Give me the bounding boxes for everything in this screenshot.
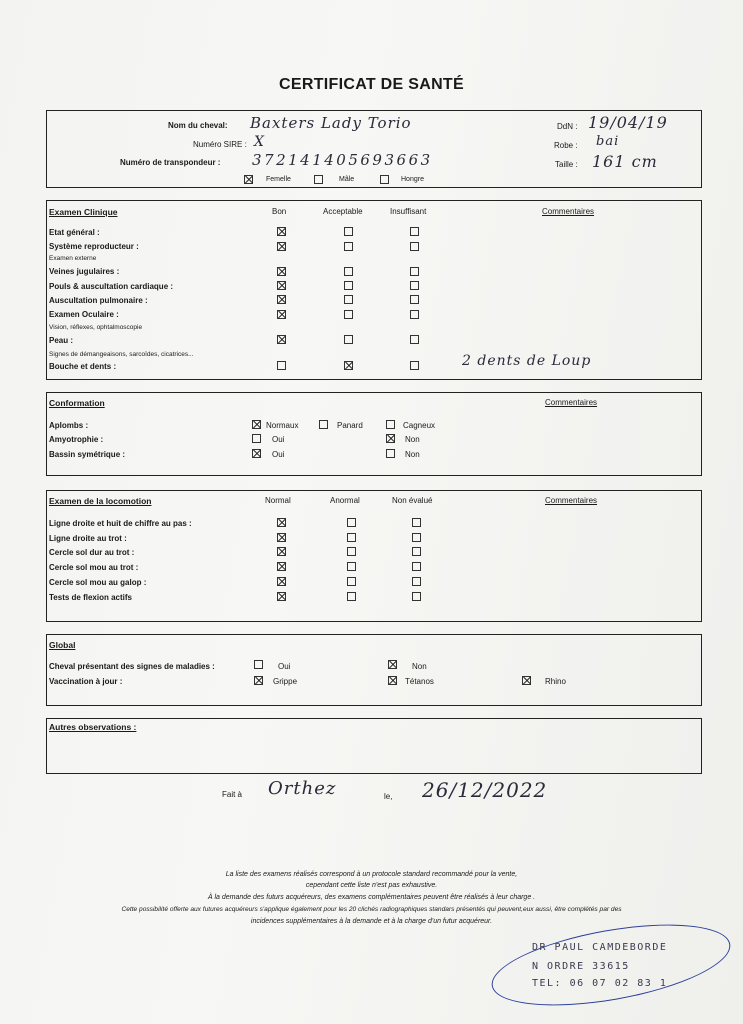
stamp-line: TEL: 06 07 02 83 1 [532,978,668,989]
aplombs-option-label: Panard [337,421,363,430]
conformation-title: Conformation [49,398,105,408]
amyotrophie-option-label: Oui [272,435,285,444]
column-header: Bon [272,207,287,216]
flexion-normal-checkbox[interactable] [277,592,286,601]
comments-header: Commentaires [545,398,598,407]
cercle-mou-trot-non-evalue-checkbox[interactable] [412,562,421,571]
horse-name-value: Baxters Lady Torio [250,114,412,132]
clinique-row-label: Examen Oculaire : [49,310,119,319]
cercle-dur-normal-checkbox[interactable] [277,547,286,556]
cercle-dur-anormal-checkbox[interactable] [347,547,356,556]
amyotrophie-label: Amyotrophie : [49,435,104,444]
vaccination-grippe-checkbox[interactable] [254,676,263,685]
aplombs-normaux-checkbox[interactable] [252,420,261,429]
aplombs-option-label: Normaux [266,421,299,430]
clinique-row-label: Pouls & auscultation cardiaque : [49,282,174,291]
vaccination-option-label: Grippe [273,677,298,686]
footer-line: À la demande des futurs acquéreurs, des examens complémentaires peuvent être réalisés à leur charge . [207,894,536,901]
ddn-label: DdN : [557,122,578,131]
sire-label: Numéro SIRE : [193,140,247,149]
locomotion-row-label: Cercle sol dur au trot : [49,548,135,557]
robe-label: Robe : [554,141,578,150]
bouche-insuffisant-checkbox[interactable] [410,361,419,370]
maladies-label: Cheval présentant des signes de maladies : [49,662,215,671]
column-header: Normal [265,496,291,505]
fait-a-label: Fait à [222,790,243,799]
flexion-anormal-checkbox[interactable] [347,592,356,601]
bassin-non-checkbox[interactable] [386,449,395,458]
column-header: Acceptable [323,207,363,216]
vaccination-label: Vaccination à jour : [49,677,123,686]
maladies-option-label: Oui [278,662,291,671]
oculaire-insuffisant-checkbox[interactable] [410,310,419,319]
pulmonaire-acceptable-checkbox[interactable] [344,295,353,304]
pouls-insuffisant-checkbox[interactable] [410,281,419,290]
footer-line: incidences supplémentaires à la demande et à la charge d'un futur acquéreur. [250,918,493,925]
sex-checkbox-male[interactable] [314,175,323,184]
pulmonaire-bon-checkbox[interactable] [277,295,286,304]
amyotrophie-option-label: Non [405,435,420,444]
clinique-row-label: Auscultation pulmonaire : [49,296,148,305]
clinique-row-label: Veines jugulaires : [49,267,120,276]
vaccination-option-label: Tétanos [405,677,434,686]
oculaire-acceptable-checkbox[interactable] [344,310,353,319]
comments-header: Commentaires [545,496,598,505]
reproducteur-insuffisant-checkbox[interactable] [410,242,419,251]
pas-non-evalue-checkbox[interactable] [412,518,421,527]
cercle-mou-galop-normal-checkbox[interactable] [277,577,286,586]
footer-line: Cette possibilité offerte aux futures acquéreurs s'applique également pour les 20 clichés radiographiques standars présentés qui peuvent,eux aussi, être complétés par des [121,906,622,913]
maladies-oui-checkbox[interactable] [254,660,263,669]
stamp-line: DR PAUL CAMDEBORDE [532,942,668,953]
pulmonaire-insuffisant-checkbox[interactable] [410,295,419,304]
trot-non-evalue-checkbox[interactable] [412,533,421,542]
bassin-oui-checkbox[interactable] [252,449,261,458]
conformation-section [46,392,702,476]
fait-date-value: 26/12/2022 [422,778,548,802]
aplombs-label: Aplombs : [49,421,89,430]
jugulaires-acceptable-checkbox[interactable] [344,267,353,276]
locomotion-row-label: Tests de flexion actifs [49,593,132,602]
global-title: Global [49,640,76,650]
bouche-comment: 2 dents de Loup [462,353,592,369]
cercle-mou-trot-normal-checkbox[interactable] [277,562,286,571]
stamp-line: N ORDRE 33615 [532,961,630,972]
le-label: le, [384,792,393,801]
ddn-value: 19/04/19 [588,113,668,132]
taille-label: Taille : [555,160,578,169]
autres-observations-section [46,718,702,774]
taille-value: 161 cm [592,152,658,171]
sex-option-label: Mâle [339,176,355,183]
etat-general-acceptable-checkbox[interactable] [344,227,353,236]
clinique-row-sublabel: Examen externe [49,255,97,262]
locomotion-row-label: Ligne droite au trot : [49,534,127,543]
clinique-row-label: Peau : [49,336,74,345]
sex-option-label: Hongre [401,176,424,183]
fait-lieu-value: Orthez [268,778,337,799]
trot-normal-checkbox[interactable] [277,533,286,542]
clinique-row-sublabel: Vision, réflexes, ophtalmoscopie [49,324,143,331]
cercle-mou-trot-anormal-checkbox[interactable] [347,562,356,571]
pas-anormal-checkbox[interactable] [347,518,356,527]
autres-observations-title: Autres observations : [49,722,137,732]
vaccination-tetanos-checkbox[interactable] [388,676,397,685]
etat-general-bon-checkbox[interactable] [277,227,286,236]
cercle-dur-non-evalue-checkbox[interactable] [412,547,421,556]
reproducteur-acceptable-checkbox[interactable] [344,242,353,251]
maladies-non-checkbox[interactable] [388,660,397,669]
pouls-acceptable-checkbox[interactable] [344,281,353,290]
sex-option-label: Femelle [266,176,291,183]
bassin-option-label: Oui [272,450,285,459]
sex-checkbox-femelle[interactable] [244,175,253,184]
locomotion-section [46,490,702,622]
page-title: CERTIFICAT DE SANTÉ [279,76,464,93]
jugulaires-insuffisant-checkbox[interactable] [410,267,419,276]
sire-value: X [254,134,265,150]
clinique-row-label: Bouche et dents : [49,362,117,371]
peau-bon-checkbox[interactable] [277,335,286,344]
aplombs-option-label: Cagneux [403,421,436,430]
peau-acceptable-checkbox[interactable] [344,335,353,344]
column-header: Anormal [330,496,360,505]
cercle-mou-galop-non-evalue-checkbox[interactable] [412,577,421,586]
oculaire-bon-checkbox[interactable] [277,310,286,319]
comments-header: Commentaires [542,207,595,216]
aplombs-panard-checkbox[interactable] [319,420,328,429]
reproducteur-bon-checkbox[interactable] [277,242,286,251]
footer-line: La liste des examens réalisés correspond à un protocole standard recommandé pour la vente, [225,871,518,878]
amyotrophie-oui-checkbox[interactable] [252,434,261,443]
transponder-value: 372141405693663 [252,151,433,169]
clinique-row-sublabel: Signes de démangeaisons, sarcoïdes, cicatrices... [49,351,194,358]
footer-line: cependant cette liste n'est pas exhaustive. [305,882,438,889]
maladies-option-label: Non [412,662,427,671]
bassin-option-label: Non [405,450,420,459]
vaccination-rhino-checkbox[interactable] [522,676,531,685]
vaccination-option-label: Rhino [545,677,566,686]
pas-normal-checkbox[interactable] [277,518,286,527]
jugulaires-bon-checkbox[interactable] [277,267,286,276]
clinique-row-label: Système reproducteur : [49,242,139,251]
peau-insuffisant-checkbox[interactable] [410,335,419,344]
pouls-bon-checkbox[interactable] [277,281,286,290]
flexion-non-evalue-checkbox[interactable] [412,592,421,601]
amyotrophie-non-checkbox[interactable] [386,434,395,443]
bouche-acceptable-checkbox[interactable] [344,361,353,370]
robe-value: bai [596,134,620,149]
transponder-label: Numéro de transpondeur : [120,158,221,167]
locomotion-title: Examen de la locomotion [49,496,152,506]
locomotion-row-label: Ligne droite et huit de chiffre au pas : [49,519,192,528]
bouche-bon-checkbox[interactable] [277,361,286,370]
cercle-mou-galop-anormal-checkbox[interactable] [347,577,356,586]
clinique-row-label: Etat général : [49,228,100,237]
trot-anormal-checkbox[interactable] [347,533,356,542]
locomotion-row-label: Cercle sol mou au trot : [49,563,139,572]
aplombs-cagneux-checkbox[interactable] [386,420,395,429]
column-header: Non évalué [392,496,433,505]
locomotion-row-label: Cercle sol mou au galop : [49,578,147,587]
column-header: Insuffisant [390,207,427,216]
horse-name-label: Nom du cheval: [168,121,228,130]
etat-general-insuffisant-checkbox[interactable] [410,227,419,236]
bassin-label: Bassin symétrique : [49,450,126,459]
examen-clinique-title: Examen Clinique [49,207,118,217]
sex-checkbox-hongre[interactable] [380,175,389,184]
